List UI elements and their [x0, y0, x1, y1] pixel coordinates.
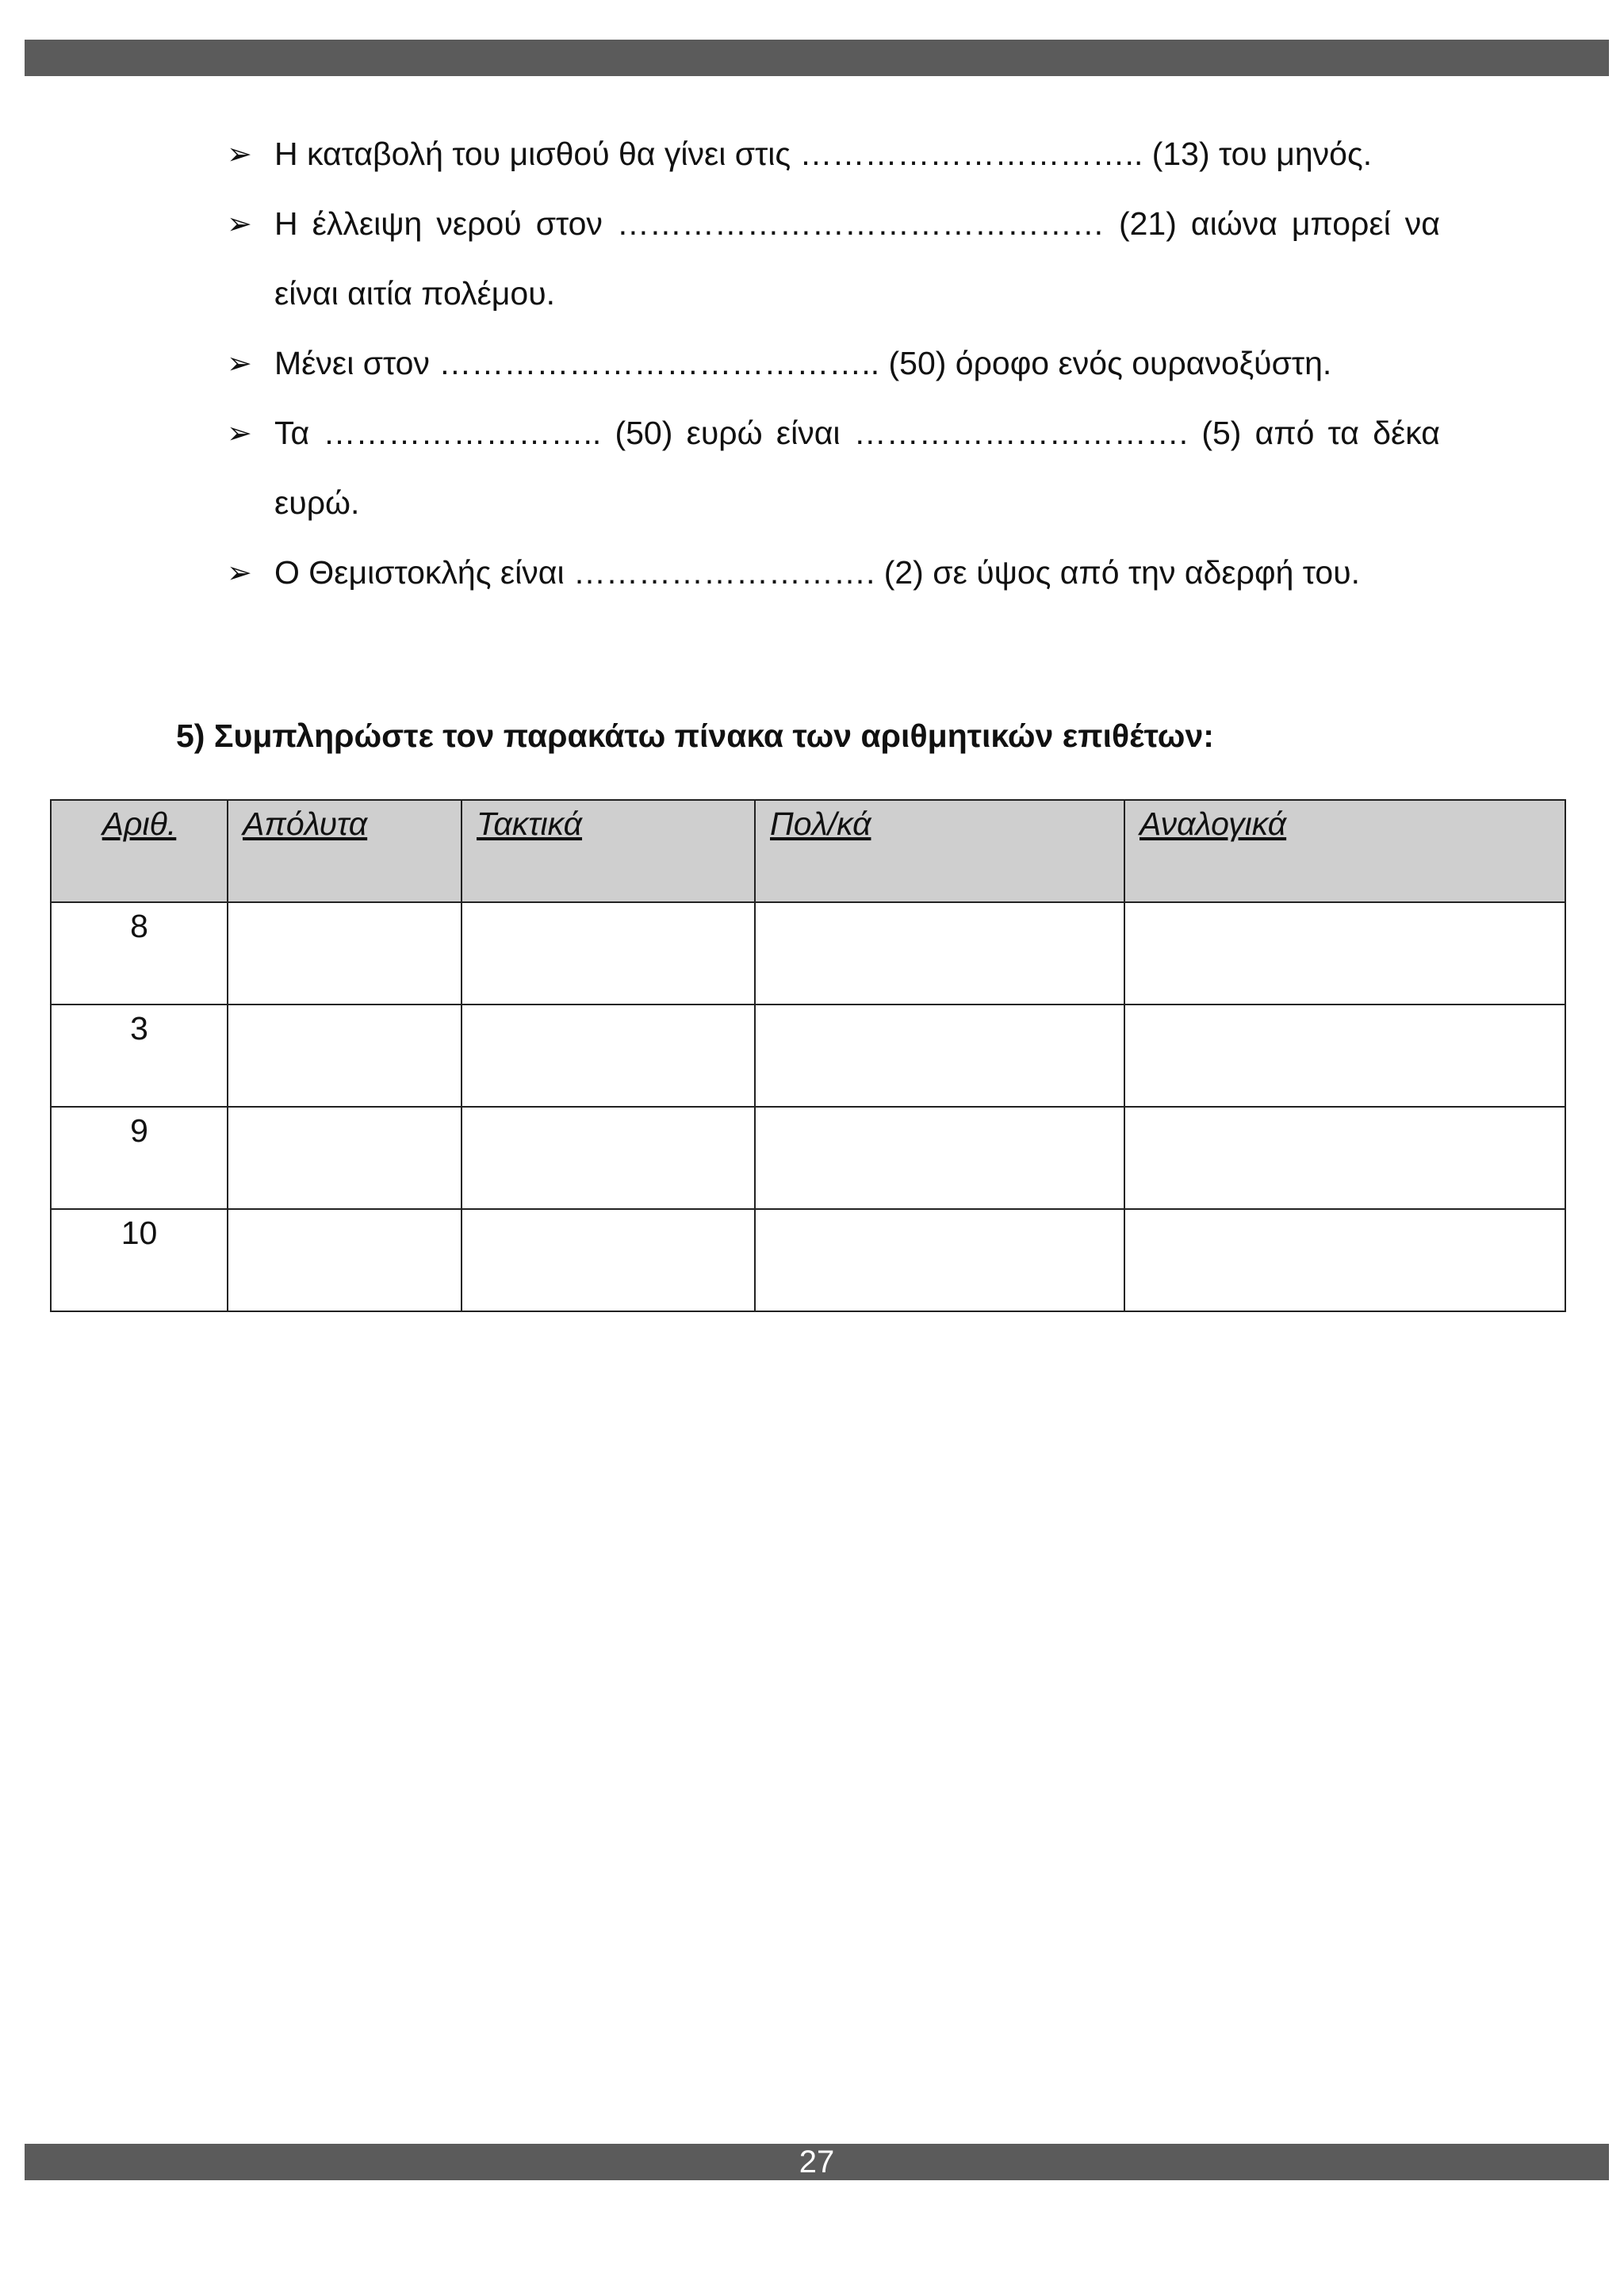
header-proportional: Αναλογικά [1124, 800, 1565, 902]
arrow-bullet-icon: ➢ [227, 555, 252, 590]
answer-cell[interactable] [1124, 902, 1565, 1004]
answer-cell[interactable] [462, 1004, 755, 1107]
answer-cell[interactable] [228, 1209, 462, 1311]
exercise-title: 5) Συμπληρώστε τον παρακάτω πίνακα των αριθμητικών επιθέτων: [176, 718, 1214, 754]
sentence-text: Μένει στον ………………………………….. (50) όροφο ενός ουρανοξύστη. [274, 345, 1332, 381]
numeral-adjectives-table [50, 799, 1566, 1312]
answer-cell[interactable] [755, 1004, 1124, 1107]
answer-cell[interactable] [228, 1107, 462, 1209]
answer-cell[interactable] [462, 1107, 755, 1209]
table-row [51, 1004, 1565, 1107]
number-cell: 8 [51, 902, 228, 1004]
header-bar [25, 40, 1609, 76]
answer-cell[interactable] [755, 1209, 1124, 1311]
header-number: Αριθ. [51, 800, 228, 902]
footer-bar [25, 2144, 1609, 2180]
answer-cell[interactable] [1124, 1004, 1565, 1107]
sentence-text: Τα …………………….. (50) ευρώ είναι …………………………. (5) από τα δέκα ευρώ. [274, 415, 1440, 521]
arrow-bullet-icon: ➢ [227, 206, 252, 241]
table-row [51, 1107, 1565, 1209]
number-cell: 10 [51, 1209, 228, 1311]
answer-cell[interactable] [1124, 1209, 1565, 1311]
arrow-bullet-icon: ➢ [227, 346, 252, 381]
number-cell: 9 [51, 1107, 228, 1209]
list-item [227, 119, 1440, 189]
page-number: 27 [799, 2145, 835, 2179]
list-item [227, 328, 1440, 398]
table-header-row [51, 800, 1565, 902]
table-row [51, 902, 1565, 1004]
answer-cell[interactable] [462, 902, 755, 1004]
header-cardinal: Απόλυτα [228, 800, 462, 902]
answer-cell[interactable] [228, 1004, 462, 1107]
sentence-text: Ο Θεμιστοκλής είναι ………………………. (2) σε ύψος από την αδερφή του. [274, 554, 1361, 591]
answer-cell[interactable] [1124, 1107, 1565, 1209]
sentence-text: Η καταβολή του μισθού θα γίνει στις ………………………….. (13) του μηνός. [274, 136, 1373, 172]
arrow-bullet-icon: ➢ [227, 415, 252, 450]
sentence-list [227, 119, 1440, 607]
answer-cell[interactable] [755, 1107, 1124, 1209]
header-ordinal: Τακτικά [462, 800, 755, 902]
list-item [227, 538, 1440, 607]
table-row [51, 1209, 1565, 1311]
arrow-bullet-icon: ➢ [227, 136, 252, 171]
answer-cell[interactable] [462, 1209, 755, 1311]
header-multiplicative: Πολ/κά [755, 800, 1124, 902]
list-item [227, 398, 1440, 538]
answer-cell[interactable] [228, 902, 462, 1004]
sentence-text: Η έλλειψη νερού στον ……………………………………… (21) αιώνα μπορεί να είναι αιτία πολέμου. [274, 205, 1440, 312]
number-cell: 3 [51, 1004, 228, 1107]
list-item [227, 189, 1440, 328]
answer-cell[interactable] [755, 902, 1124, 1004]
